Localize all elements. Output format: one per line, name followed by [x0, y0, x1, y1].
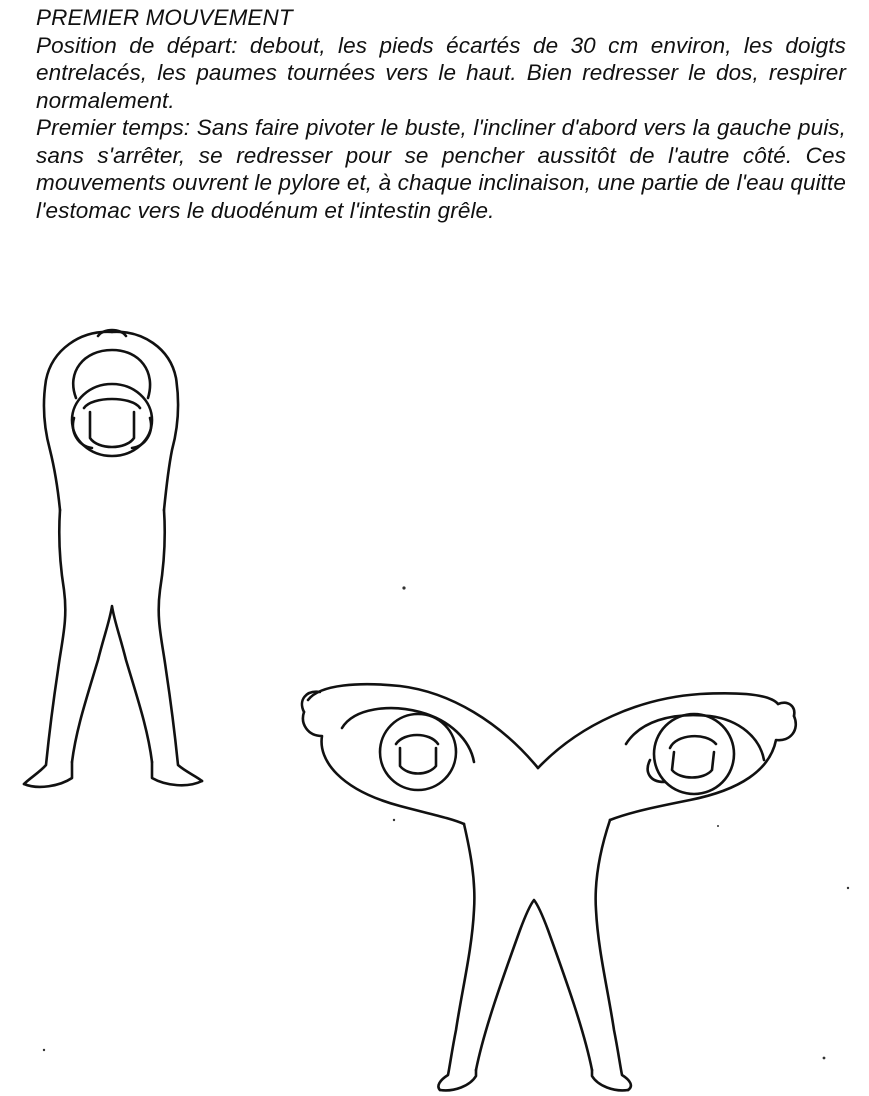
- section-heading: PREMIER MOUVEMENT: [36, 5, 293, 30]
- first-step-paragraph: Premier temps: Sans faire pivoter le buste, l'incliner d'abord vers la gauche puis, sans s'arrêter, se redresser pour se pencher aussitôt de l'autre côté. Ces mouvements ouvrent le pylore et, à chaque inclinaison, une partie de l'eau quitte l'estomac vers le duodénum et l'intestin grêle.: [36, 115, 846, 223]
- starting-position-paragraph: Position de départ: debout, les pieds écartés de 30 cm environ, les doigts entrelacés, les paumes tournées vers le haut. Bien redresser le dos, respirer normalement.: [36, 32, 846, 113]
- standing-figure-icon: [24, 330, 202, 787]
- bending-figure-icon: [302, 684, 796, 1090]
